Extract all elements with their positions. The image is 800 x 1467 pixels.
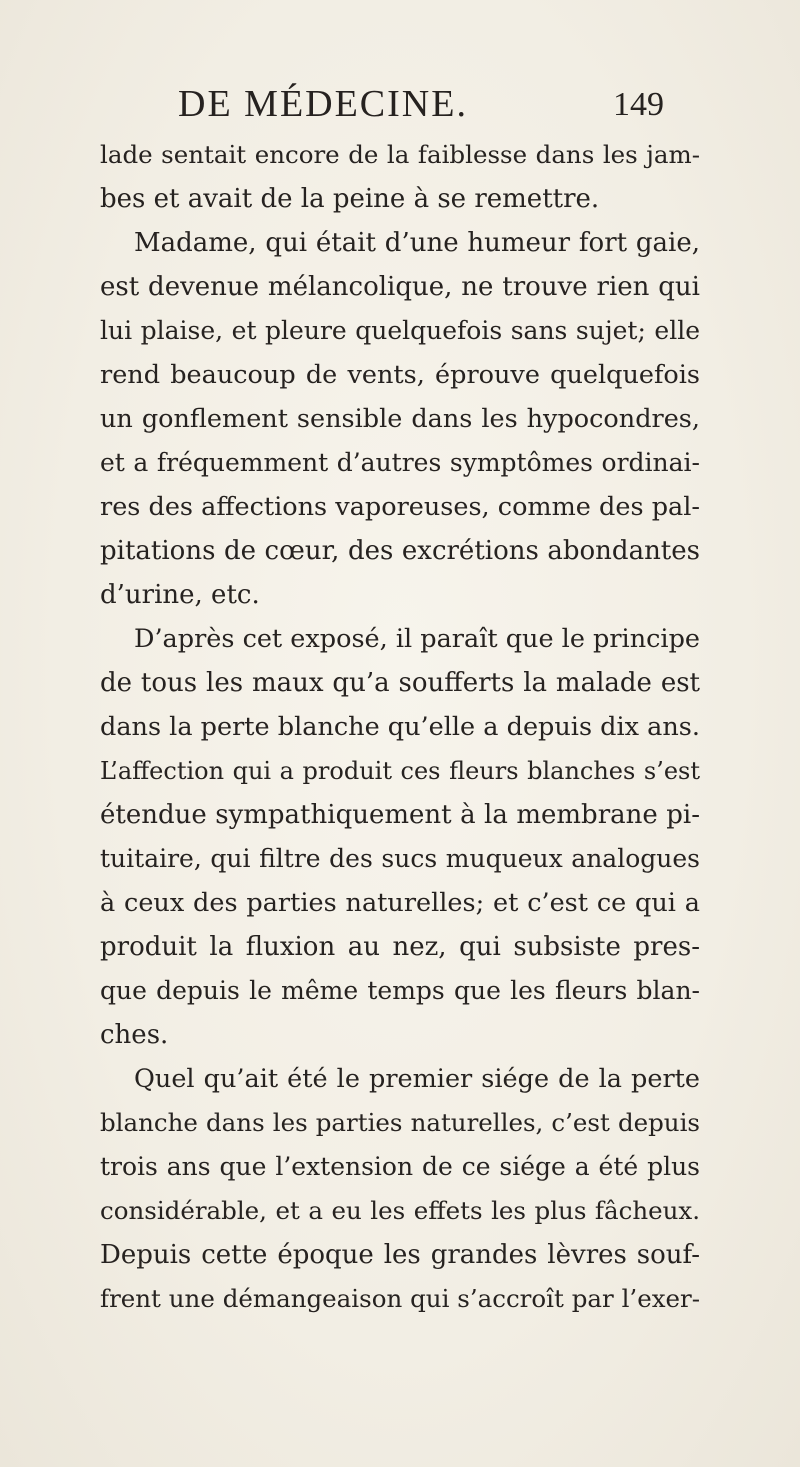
- text-line: considérable, et a eu les effets les plus fâcheux.: [100, 1196, 700, 1225]
- text-line: res des affections vaporeuses, comme des pal-: [100, 492, 700, 522]
- text-line: bes et avait de la peine à se remettre.: [100, 184, 600, 214]
- text-line: frent une démangeaison qui s’accroît par l’exer-: [100, 1284, 700, 1313]
- text-line: lui plaise, et pleure quelquefois sans sujet; elle: [100, 316, 700, 345]
- text-line: L’affection qui a produit ces fleurs blanches s’est: [100, 757, 700, 785]
- body-text: [100, 133, 700, 1321]
- page-number: 149: [613, 86, 664, 123]
- text-line: Depuis cette époque les grandes lèvres souf-: [100, 1240, 700, 1270]
- paragraph: [100, 221, 700, 617]
- text-line: un gonflement sensible dans les hypocondres,: [100, 404, 700, 434]
- text-line: ches.: [100, 1020, 169, 1050]
- text-line: Quel qu’ait été le premier siége de la perte: [134, 1064, 700, 1094]
- text-line: produit la fluxion au nez, qui subsiste pres-: [100, 932, 700, 962]
- text-line: et a fréquemment d’autres symptômes ordinai-: [100, 448, 700, 477]
- paragraph: [100, 133, 700, 221]
- text-line: rend beaucoup de vents, éprouve quelquefois: [100, 360, 700, 390]
- text-line: est devenue mélancolique, ne trouve rien qui: [100, 272, 700, 302]
- text-line: trois ans que l’extension de ce siége a été plus: [100, 1152, 700, 1181]
- paragraph: [100, 1057, 700, 1321]
- text-line: que depuis le même temps que les fleurs blan-: [100, 976, 700, 1005]
- text-line: pitations de cœur, des excrétions abondantes: [100, 536, 700, 566]
- text-line: tuitaire, qui filtre des sucs muqueux analogues: [100, 844, 700, 873]
- text-line: à ceux des parties naturelles; et c’est ce qui a: [100, 888, 700, 918]
- running-head: DE MÉDECINE.: [178, 83, 468, 125]
- text-line: Madame, qui était d’une humeur fort gaie,: [134, 228, 700, 258]
- text-line: dans la perte blanche qu’elle a depuis dix ans.: [100, 712, 700, 742]
- text-line: blanche dans les parties naturelles, c’est depuis: [100, 1108, 700, 1137]
- text-line: de tous les maux qu’a soufferts la malade est: [100, 668, 700, 698]
- text-line: D’après cet exposé, il paraît que le principe: [134, 624, 700, 654]
- text-line: d’urine, etc.: [100, 580, 260, 610]
- text-line: étendue sympathiquement à la membrane pi-: [100, 800, 700, 830]
- page-header: [0, 82, 800, 132]
- paragraph: [100, 617, 700, 1057]
- text-line: lade sentait encore de la faiblesse dans les jam-: [100, 140, 700, 169]
